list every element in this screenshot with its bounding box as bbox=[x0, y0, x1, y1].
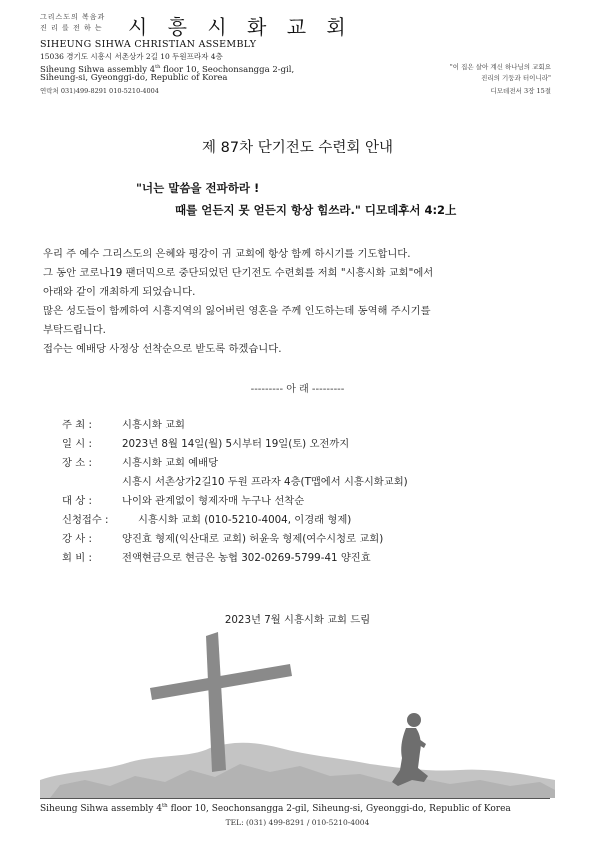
detail-row-target bbox=[62, 492, 408, 511]
detail-label bbox=[62, 473, 122, 492]
detail-row-fee bbox=[62, 549, 408, 568]
verse-line2: 때를 얻든지 못 얻든지 항상 힘쓰라." 디모데후서 4:2上 bbox=[175, 203, 457, 217]
contact-info: 연락처 031)499-8291 010-5210-4004 bbox=[40, 87, 159, 95]
church-english-name: SIHEUNG SIHWA CHRISTIAN ASSEMBLY bbox=[40, 39, 257, 50]
paragraph-line: 많은 성도들이 함께하여 시흥지역의 잃어버린 영혼을 주께 인도하는데 동역해 주시기를 bbox=[43, 305, 431, 317]
detail-row-host bbox=[62, 416, 408, 435]
kneeling-figure-icon bbox=[392, 713, 428, 786]
intro-paragraph bbox=[43, 245, 433, 359]
detail-label: 신청접수 : bbox=[62, 514, 109, 526]
footer-address: Siheung Sihwa assembly 4th floor 10, Seochonsangga 2-gil, Siheung-si, Gyeonggi-do, Republic of Korea bbox=[40, 803, 511, 814]
detail-row-registration bbox=[62, 511, 408, 530]
detail-label: 장 소 : bbox=[62, 457, 92, 469]
detail-label: 주 최 : bbox=[62, 419, 92, 431]
detail-value: 시흥시화 교회 (010-5210-4004, 이경래 형제) bbox=[138, 514, 352, 526]
signature: 2023년 7월 시흥시화 교회 드림 bbox=[224, 614, 371, 626]
detail-value: 시흥시화 교회 예배당 bbox=[122, 457, 219, 469]
detail-row-place bbox=[62, 454, 408, 473]
detail-value: 나이와 관계없이 형제자매 누구나 선착순 bbox=[122, 495, 305, 507]
detail-label: 일 시 : bbox=[62, 438, 92, 450]
header-quote-line2: 진리의 기둥과 터이니라" bbox=[481, 74, 551, 82]
footer-divider bbox=[40, 798, 550, 799]
paragraph-line: 그 동안 코로나19 팬더믹으로 중단되었던 단기전도 수련회를 저희 "시흥시화 교회"에서 bbox=[43, 267, 434, 279]
detail-label: 대 상 : bbox=[62, 495, 92, 507]
address-english-line2: Siheung-si, Gyeonggi-do, Republic of Korea bbox=[40, 73, 228, 83]
detail-value: 2023년 8월 14일(월) 5시부터 19일(토) 오전까지 bbox=[122, 438, 350, 450]
detail-value: 시흥시 서촌상가2길10 두원 프라자 4층(T맵에서 시흥시화교회) bbox=[122, 476, 408, 488]
paragraph-line: 부탁드립니다. bbox=[43, 324, 106, 336]
section-divider: --------- 아 래 --------- bbox=[250, 384, 345, 395]
detail-value: 전액현금으로 현금은 농협 302-0269-5799-41 양진효 bbox=[122, 552, 371, 564]
event-details bbox=[62, 416, 408, 568]
header-quote-line1: "이 집은 살아 계신 하나님의 교회요 bbox=[449, 63, 551, 71]
detail-row-date bbox=[62, 435, 408, 454]
header-motto-line1: 그리스도의 복음과 bbox=[40, 13, 106, 21]
address-korean: 15036 경기도 시흥시 서촌상가 2길 10 두원프라자 4층 bbox=[40, 52, 223, 61]
cross-hill-illustration bbox=[40, 630, 555, 798]
detail-label: 강 사 : bbox=[62, 533, 92, 545]
paragraph-line: 접수는 예배당 사정상 선착순으로 받도록 하겠습니다. bbox=[43, 343, 282, 355]
detail-label: 회 비 : bbox=[62, 552, 92, 564]
detail-value: 양진효 형제(익산대로 교회) 허윤욱 형제(여수시청로 교회) bbox=[122, 533, 384, 545]
church-name: 시 흥 시 화 교 회 bbox=[128, 15, 353, 39]
paragraph-line: 우리 주 예수 그리스도의 은혜와 평강이 귀 교회에 항상 함께 하시기를 기도합니다. bbox=[43, 248, 411, 260]
detail-row-address bbox=[62, 473, 408, 492]
address-english-line1: Siheung Sihwa assembly 4th floor 10, Seochonsangga 2-gil, bbox=[40, 64, 295, 75]
header-quote-reference: 디모데전서 3장 15절 bbox=[490, 87, 551, 95]
paragraph-line: 아래와 같이 개최하게 되었습니다. bbox=[43, 286, 196, 298]
detail-row-speakers bbox=[62, 530, 408, 549]
verse-line1: "너는 말씀을 전파하라 ! bbox=[136, 181, 260, 195]
footer-telephone: TEL: (031) 499-8291 / 010-5210-4004 bbox=[225, 818, 370, 827]
document-title: 제 87차 단기전도 수련회 안내 bbox=[202, 140, 393, 156]
detail-value: 시흥시화 교회 bbox=[122, 419, 185, 431]
header-motto-line2: 진 리 를 전 하 는 bbox=[40, 24, 103, 32]
